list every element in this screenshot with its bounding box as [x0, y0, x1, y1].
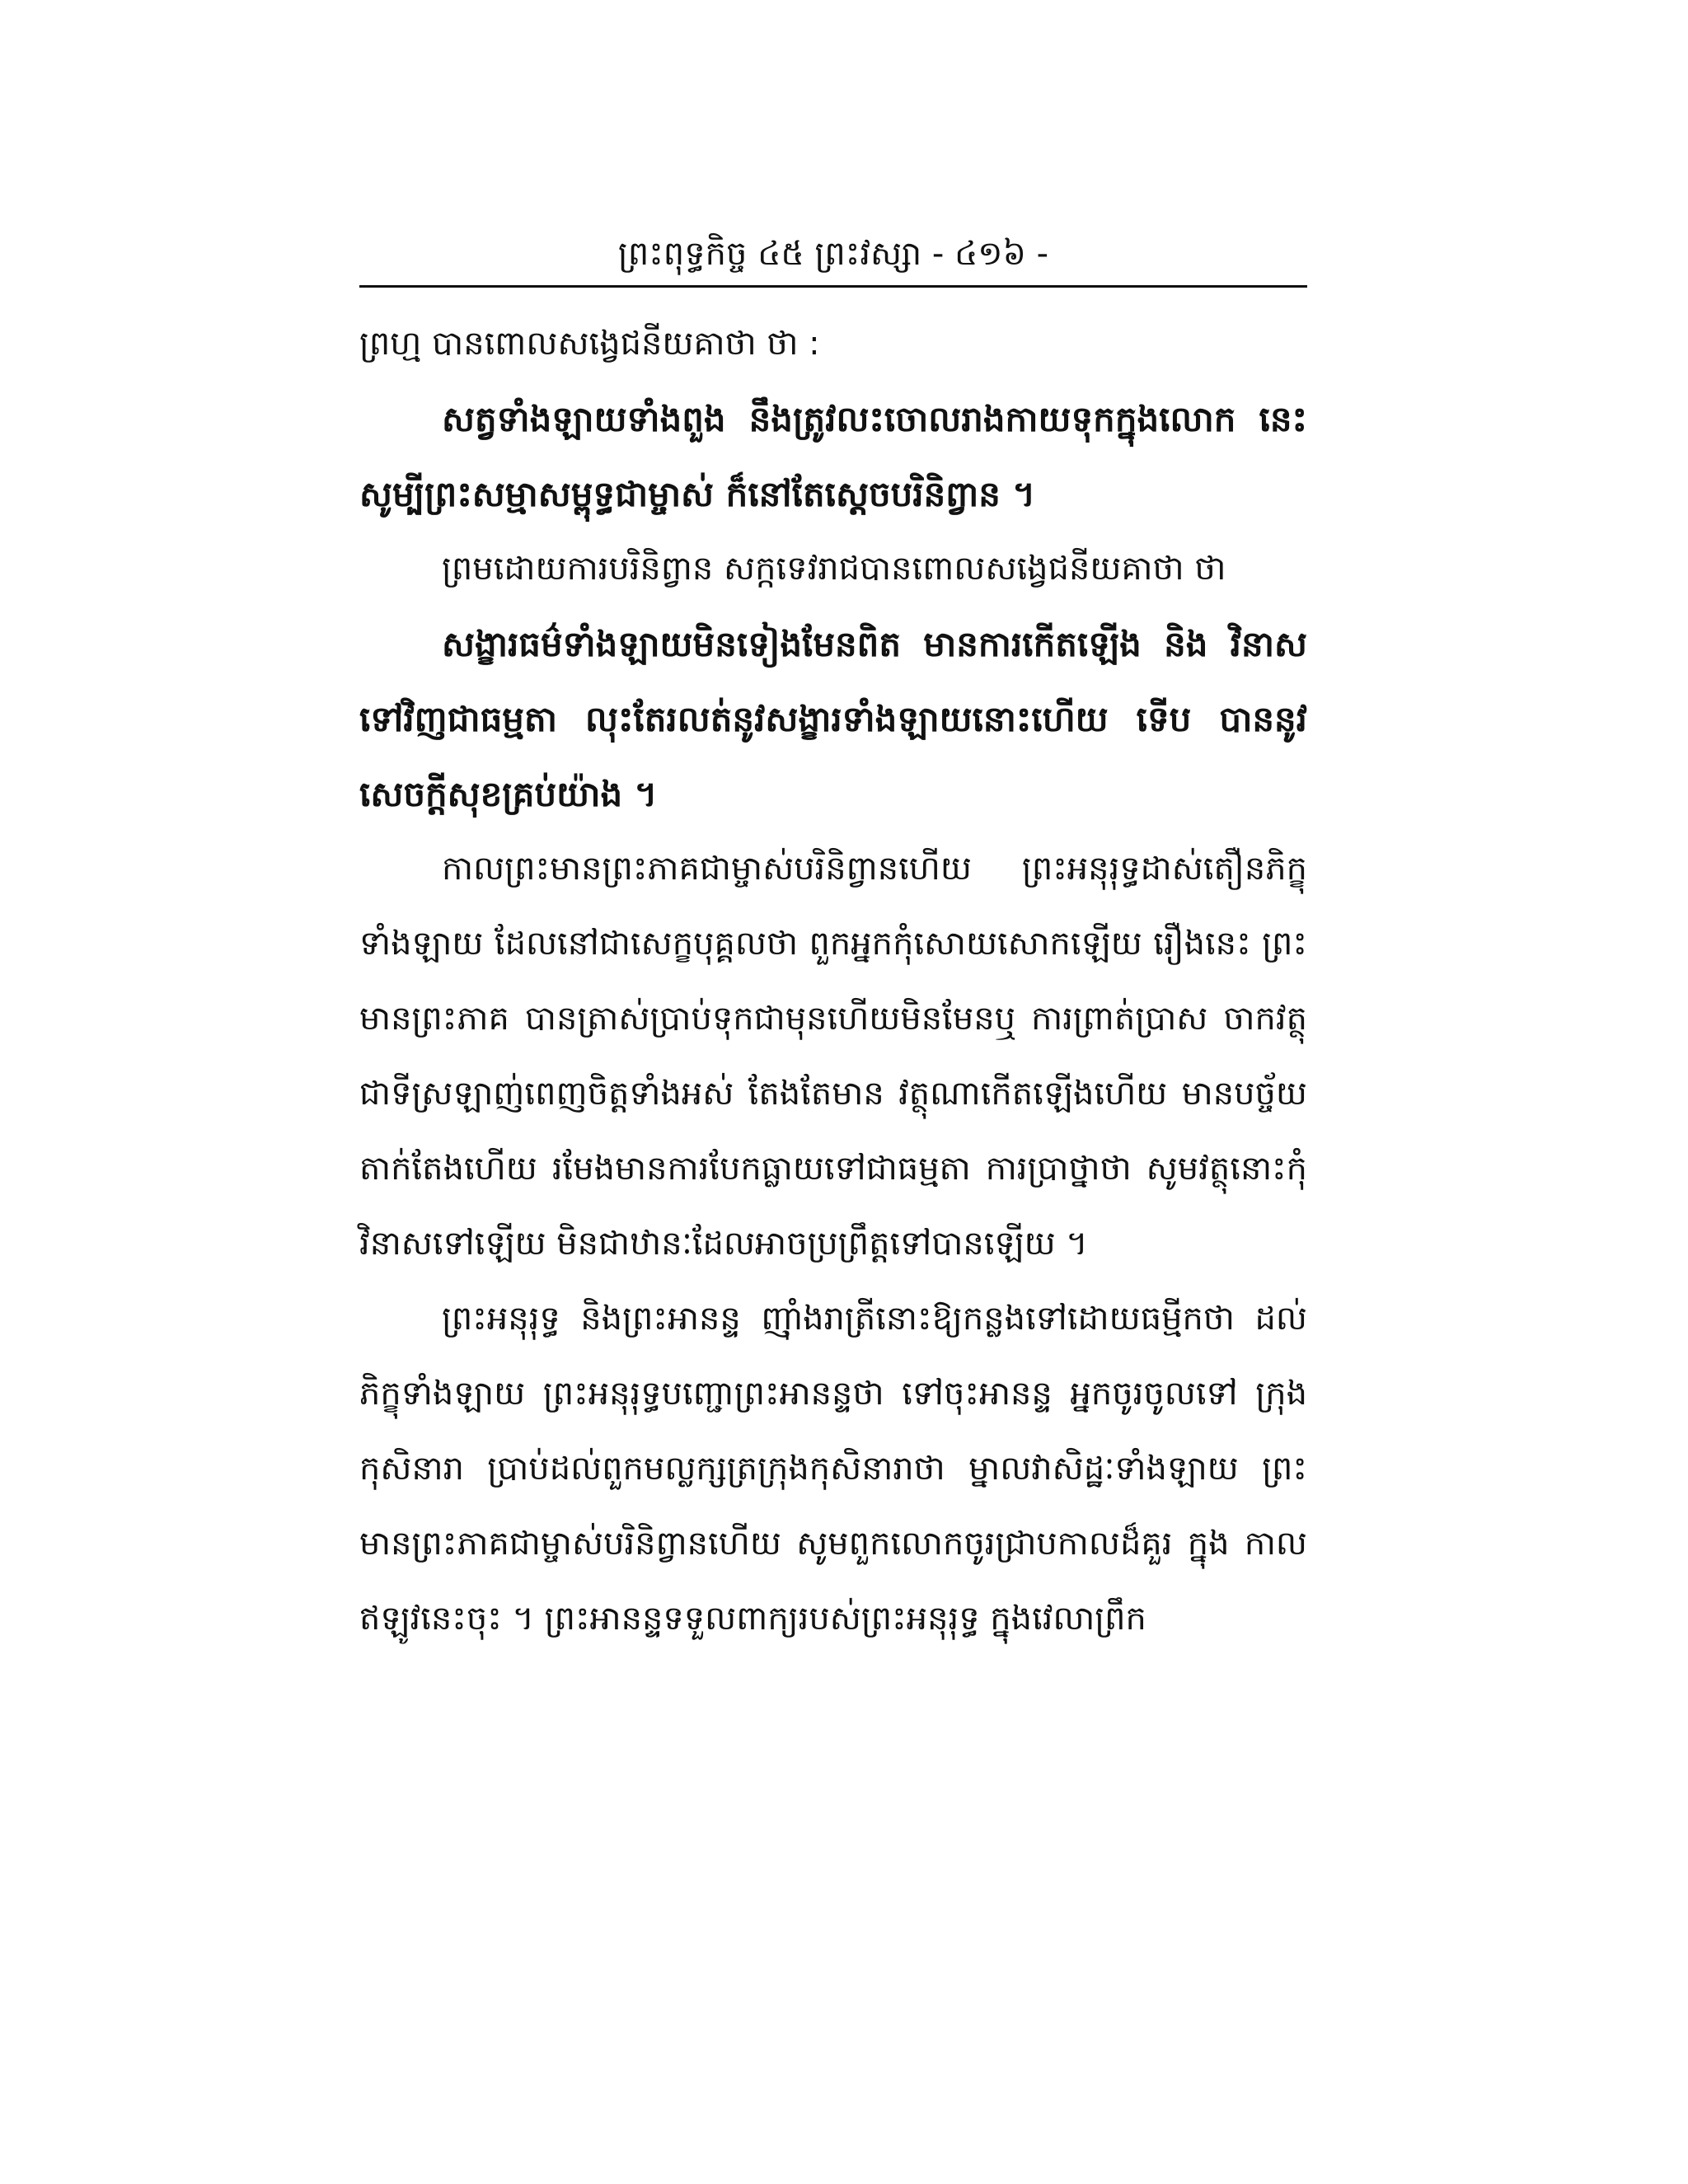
running-header: ព្រះពុទ្ធកិច្ច ៤៥ ព្រះវស្សា - ៤១៦ - [617, 235, 1049, 273]
paragraph-brahma-intro: ព្រហ្ម បានពោលសង្វេជនីយគាថា ថា : [359, 325, 820, 363]
body-text [359, 307, 1307, 1657]
paragraph-anuruddha-admonition: កាលព្រះមានព្រះភាគជាម្ចាស់បរិនិព្វានហើយ ព្រះអនុរុទ្ធដាស់តឿនភិក្ខុ ទាំងឡាយ ដែលនៅជាសេក្ខបុគ្គលថា ពួកអ្នកកុំសោយសោកឡើយ រឿងនេះ ព្រះមានព្រះភាគ បានត្រាស់ប្រាប់ទុកជាមុនហើយមិនមែនឬ ការព្រាត់ប្រាស ចាកវត្ថុជាទីស្រឡាញ់ពេញចិត្តទាំងអស់ តែងតែមាន វត្ថុណាកើតឡើងហើយ មានបច្ច័យតាក់តែងហើយ រមែងមានការបែកធ្លាយទៅជាធម្មតា ការប្រាថ្នាថា សូមវត្ថុនោះកុំវិនាសទៅឡើយ មិនជាឋានៈដែលអាចប្រព្រឹត្តទៅបានឡើយ ។ [359, 850, 1307, 1263]
verse-sakka: សង្ខារធម៌ទាំងឡាយមិនទៀងមែនពិត មានការកើតឡើង និង វិនាសទៅវិញជាធម្មតា លុះតែរលត់នូវសង្ខារទាំងឡាយនោះហើយ ទើប បាននូវសេចក្តីសុខគ្រប់យ៉ាង ។ [359, 624, 1307, 814]
header-rule [359, 285, 1307, 288]
verse-brahma: សត្វទាំងឡាយទាំងពួង នឹងត្រូវលះចោលរាងកាយទុកក្នុងលោក នេះ សូម្បីព្រះសម្មាសម្ពុទ្ធជាម្ចាស់ ក៏នៅតែស្តេចបរិនិព្វាន ។ [359, 399, 1307, 514]
paragraph-anuruddha-ananda: ព្រះអនុរុទ្ធ និងព្រះអានន្ទ ញ៉ាំងរាត្រីនោះឱ្យកន្លងទៅដោយធម្មីកថា ដល់ភិក្ខុទាំងឡាយ ព្រះអនុរុទ្ធបញ្ជោព្រះអានន្ទថា ទៅចុះអានន្ទ អ្នកចូរចូលទៅ ក្រុងកុសិនារា ប្រាប់ដល់ពួកមល្លក្សត្រក្រុងកុសិនារាថា ម្នាលវាសិដ្ឋៈទាំងឡាយ ព្រះមានព្រះភាគជាម្ចាស់បរិនិព្វានហើយ សូមពួកលោកចូរជ្រាបកាលដ៏គួរ ក្នុង កាលឥឡូវនេះចុះ ។ ព្រះអានន្ទទទួលពាក្យរបស់ព្រះអនុរុទ្ធ ក្នុងវេលាព្រឹក [359, 1300, 1307, 1638]
paragraph-sakka-intro: ព្រមដោយការបរិនិព្វាន សក្កទេវរាជបានពោលសង្វេជនីយគាថា ថា [442, 550, 1226, 588]
